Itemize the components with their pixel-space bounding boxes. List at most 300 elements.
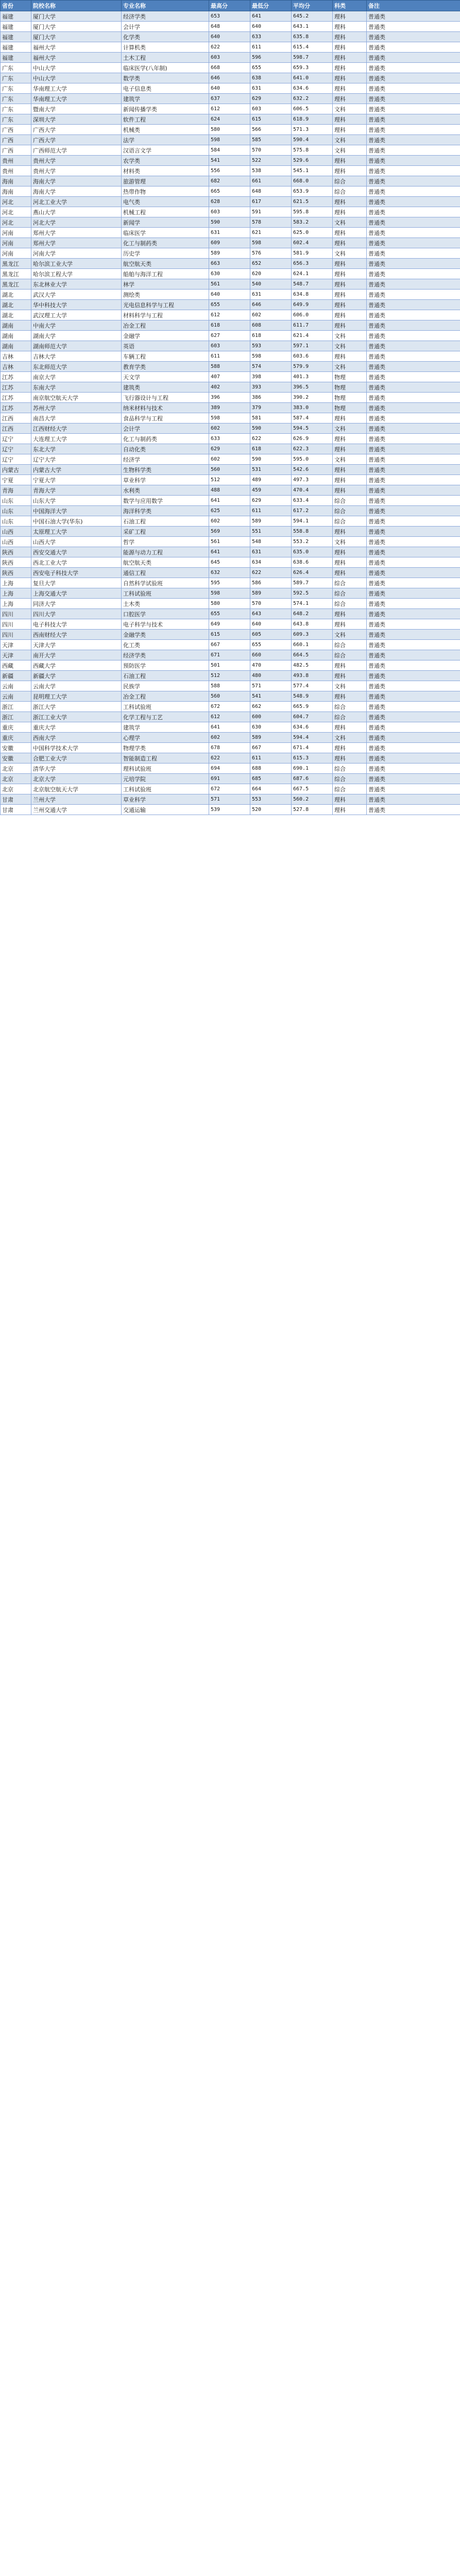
cell-province[interactable]: 陕西 [1, 557, 31, 568]
cell-max-score[interactable]: 630 [209, 269, 250, 279]
table-row[interactable] [1, 42, 460, 53]
table-row[interactable] [1, 22, 460, 32]
cell-avg-score[interactable]: 597.1 [292, 341, 333, 351]
column-header-school[interactable]: 院校名称 [31, 1, 122, 11]
cell-major[interactable]: 口腔医学 [122, 609, 209, 619]
cell-avg-score[interactable]: 594.5 [292, 423, 333, 434]
cell-category[interactable]: 综合 [333, 506, 367, 516]
cell-major[interactable]: 会计学 [122, 423, 209, 434]
table-row[interactable] [1, 362, 460, 372]
cell-category[interactable]: 理科 [333, 207, 367, 217]
cell-min-score[interactable]: 598 [250, 351, 292, 362]
cell-major[interactable]: 会计学 [122, 22, 209, 32]
cell-note[interactable]: 普通类 [367, 413, 460, 423]
cell-max-score[interactable]: 668 [209, 63, 250, 73]
cell-category[interactable]: 物理 [333, 403, 367, 413]
cell-avg-score[interactable]: 606.5 [292, 104, 333, 114]
cell-note[interactable]: 普通类 [367, 114, 460, 125]
cell-school[interactable]: 郑州大学 [31, 238, 122, 248]
cell-avg-score[interactable]: 690.1 [292, 764, 333, 774]
cell-major[interactable]: 英语 [122, 341, 209, 351]
cell-max-score[interactable]: 598 [209, 135, 250, 145]
cell-note[interactable]: 普通类 [367, 547, 460, 557]
table-row[interactable] [1, 619, 460, 630]
cell-school[interactable]: 太原理工大学 [31, 527, 122, 537]
cell-avg-score[interactable]: 633.4 [292, 496, 333, 506]
cell-min-score[interactable]: 589 [250, 588, 292, 599]
cell-max-score[interactable]: 615 [209, 630, 250, 640]
cell-min-score[interactable]: 633 [250, 32, 292, 42]
cell-avg-score[interactable]: 624.1 [292, 269, 333, 279]
cell-major[interactable]: 采矿工程 [122, 527, 209, 537]
column-header-category[interactable]: 科类 [333, 1, 367, 11]
cell-major[interactable]: 工科试验班 [122, 702, 209, 712]
table-row[interactable] [1, 568, 460, 578]
cell-avg-score[interactable]: 482.5 [292, 660, 333, 671]
cell-min-score[interactable]: 640 [250, 22, 292, 32]
cell-avg-score[interactable]: 671.4 [292, 743, 333, 753]
cell-province[interactable]: 福建 [1, 11, 31, 22]
cell-major[interactable]: 数学类 [122, 73, 209, 83]
cell-min-score[interactable]: 574 [250, 362, 292, 372]
cell-major[interactable]: 水利类 [122, 485, 209, 496]
cell-province[interactable]: 河南 [1, 238, 31, 248]
cell-school[interactable]: 同济大学 [31, 599, 122, 609]
cell-major[interactable]: 民族学 [122, 681, 209, 691]
table-row[interactable] [1, 774, 460, 784]
cell-major[interactable]: 数学与应用数学 [122, 496, 209, 506]
cell-max-score[interactable]: 512 [209, 671, 250, 681]
cell-major[interactable]: 材料类 [122, 166, 209, 176]
cell-note[interactable]: 普通类 [367, 640, 460, 650]
cell-note[interactable]: 普通类 [367, 73, 460, 83]
cell-max-score[interactable]: 633 [209, 434, 250, 444]
cell-avg-score[interactable]: 664.5 [292, 650, 333, 660]
cell-avg-score[interactable]: 634.6 [292, 83, 333, 94]
cell-min-score[interactable]: 655 [250, 640, 292, 650]
cell-province[interactable]: 宁夏 [1, 475, 31, 485]
table-row[interactable] [1, 764, 460, 774]
cell-category[interactable]: 理科 [333, 259, 367, 269]
cell-school[interactable]: 宁夏大学 [31, 475, 122, 485]
table-row[interactable] [1, 166, 460, 176]
cell-major[interactable]: 石油工程 [122, 671, 209, 681]
cell-max-score[interactable]: 602 [209, 423, 250, 434]
cell-category[interactable]: 综合 [333, 702, 367, 712]
cell-note[interactable]: 普通类 [367, 805, 460, 815]
cell-school[interactable]: 江西财经大学 [31, 423, 122, 434]
table-row[interactable] [1, 351, 460, 362]
cell-max-score[interactable]: 571 [209, 794, 250, 805]
cell-school[interactable]: 重庆大学 [31, 722, 122, 733]
cell-school[interactable]: 中国石油大学(华东) [31, 516, 122, 527]
cell-school[interactable]: 上海交通大学 [31, 588, 122, 599]
cell-note[interactable]: 普通类 [367, 764, 460, 774]
table-row[interactable] [1, 135, 460, 145]
cell-school[interactable]: 苏州大学 [31, 403, 122, 413]
cell-min-score[interactable]: 662 [250, 702, 292, 712]
cell-school[interactable]: 厦门大学 [31, 22, 122, 32]
cell-min-score[interactable]: 459 [250, 485, 292, 496]
cell-category[interactable]: 理科 [333, 805, 367, 815]
cell-category[interactable]: 理科 [333, 22, 367, 32]
cell-max-score[interactable]: 598 [209, 588, 250, 599]
cell-category[interactable]: 综合 [333, 784, 367, 794]
cell-major[interactable]: 食品科学与工程 [122, 413, 209, 423]
cell-major[interactable]: 工科试验班 [122, 784, 209, 794]
cell-avg-score[interactable]: 632.2 [292, 94, 333, 104]
cell-max-score[interactable]: 624 [209, 114, 250, 125]
cell-min-score[interactable]: 586 [250, 578, 292, 588]
cell-note[interactable]: 普通类 [367, 475, 460, 485]
cell-school[interactable]: 西安交通大学 [31, 547, 122, 557]
cell-avg-score[interactable]: 649.9 [292, 300, 333, 310]
cell-school[interactable]: 西南财经大学 [31, 630, 122, 640]
cell-avg-score[interactable]: 635.0 [292, 547, 333, 557]
cell-school[interactable]: 湖南大学 [31, 331, 122, 341]
cell-avg-score[interactable]: 687.6 [292, 774, 333, 784]
table-row[interactable] [1, 382, 460, 393]
cell-school[interactable]: 电子科技大学 [31, 619, 122, 630]
cell-major[interactable]: 经济学类 [122, 11, 209, 22]
cell-school[interactable]: 天津大学 [31, 640, 122, 650]
cell-school[interactable]: 复旦大学 [31, 578, 122, 588]
table-row[interactable] [1, 393, 460, 403]
cell-category[interactable]: 理科 [333, 114, 367, 125]
cell-avg-score[interactable]: 587.4 [292, 413, 333, 423]
cell-school[interactable]: 四川大学 [31, 609, 122, 619]
cell-min-score[interactable]: 643 [250, 609, 292, 619]
cell-min-score[interactable]: 667 [250, 743, 292, 753]
cell-min-score[interactable]: 629 [250, 496, 292, 506]
cell-province[interactable]: 山西 [1, 537, 31, 547]
cell-min-score[interactable]: 611 [250, 506, 292, 516]
cell-min-score[interactable]: 634 [250, 557, 292, 568]
cell-min-score[interactable]: 600 [250, 712, 292, 722]
cell-province[interactable]: 山西 [1, 527, 31, 537]
cell-avg-score[interactable]: 594.1 [292, 516, 333, 527]
cell-school[interactable]: 广西大学 [31, 125, 122, 135]
cell-min-score[interactable]: 638 [250, 73, 292, 83]
cell-category[interactable]: 文科 [333, 341, 367, 351]
table-row[interactable] [1, 207, 460, 217]
cell-note[interactable]: 普通类 [367, 259, 460, 269]
cell-school[interactable]: 厦门大学 [31, 11, 122, 22]
cell-school[interactable]: 海南大学 [31, 187, 122, 197]
cell-max-score[interactable]: 671 [209, 650, 250, 660]
cell-max-score[interactable]: 694 [209, 764, 250, 774]
cell-province[interactable]: 广东 [1, 83, 31, 94]
cell-category[interactable]: 文科 [333, 630, 367, 640]
cell-province[interactable]: 上海 [1, 588, 31, 599]
cell-school[interactable]: 海南大学 [31, 176, 122, 187]
table-row[interactable] [1, 588, 460, 599]
cell-note[interactable]: 普通类 [367, 702, 460, 712]
cell-note[interactable]: 普通类 [367, 351, 460, 362]
table-row[interactable] [1, 114, 460, 125]
cell-max-score[interactable]: 539 [209, 805, 250, 815]
cell-province[interactable]: 河北 [1, 217, 31, 228]
cell-school[interactable]: 东北大学 [31, 444, 122, 454]
cell-min-score[interactable]: 615 [250, 114, 292, 125]
cell-avg-score[interactable]: 667.5 [292, 784, 333, 794]
cell-avg-score[interactable]: 595.0 [292, 454, 333, 465]
cell-min-score[interactable]: 608 [250, 320, 292, 331]
cell-note[interactable]: 普通类 [367, 537, 460, 547]
cell-avg-score[interactable]: 618.9 [292, 114, 333, 125]
column-header-min-score[interactable]: 最低分 [250, 1, 292, 11]
cell-note[interactable]: 普通类 [367, 382, 460, 393]
cell-note[interactable]: 普通类 [367, 568, 460, 578]
cell-note[interactable]: 普通类 [367, 22, 460, 32]
cell-max-score[interactable]: 598 [209, 413, 250, 423]
table-row[interactable] [1, 187, 460, 197]
cell-note[interactable]: 普通类 [367, 362, 460, 372]
cell-avg-score[interactable]: 594.4 [292, 733, 333, 743]
cell-school[interactable]: 兰州交通大学 [31, 805, 122, 815]
cell-min-score[interactable]: 538 [250, 166, 292, 176]
cell-province[interactable]: 吉林 [1, 362, 31, 372]
table-row[interactable] [1, 660, 460, 671]
cell-category[interactable]: 理科 [333, 53, 367, 63]
cell-province[interactable]: 重庆 [1, 733, 31, 743]
cell-avg-score[interactable]: 401.3 [292, 372, 333, 382]
cell-note[interactable]: 普通类 [367, 300, 460, 310]
cell-min-score[interactable]: 570 [250, 145, 292, 156]
cell-avg-score[interactable]: 493.8 [292, 671, 333, 681]
cell-min-score[interactable]: 655 [250, 63, 292, 73]
table-row[interactable] [1, 640, 460, 650]
cell-category[interactable]: 综合 [333, 176, 367, 187]
cell-major[interactable]: 元培学院 [122, 774, 209, 784]
cell-category[interactable]: 综合 [333, 712, 367, 722]
cell-note[interactable]: 普通类 [367, 588, 460, 599]
cell-school[interactable]: 中南大学 [31, 320, 122, 331]
cell-category[interactable]: 理科 [333, 671, 367, 681]
cell-avg-score[interactable]: 641.0 [292, 73, 333, 83]
cell-min-score[interactable]: 688 [250, 764, 292, 774]
cell-school[interactable]: 西安电子科技大学 [31, 568, 122, 578]
cell-province[interactable]: 黑龙江 [1, 279, 31, 290]
cell-major[interactable]: 理科试验班 [122, 764, 209, 774]
cell-category[interactable]: 综合 [333, 774, 367, 784]
cell-note[interactable]: 普通类 [367, 248, 460, 259]
cell-min-score[interactable]: 393 [250, 382, 292, 393]
cell-note[interactable]: 普通类 [367, 681, 460, 691]
table-row[interactable] [1, 197, 460, 207]
cell-school[interactable]: 华南理工大学 [31, 94, 122, 104]
cell-avg-score[interactable]: 643.8 [292, 619, 333, 630]
cell-category[interactable]: 理科 [333, 125, 367, 135]
cell-max-score[interactable]: 602 [209, 516, 250, 527]
cell-max-score[interactable]: 618 [209, 320, 250, 331]
cell-province[interactable]: 湖北 [1, 310, 31, 320]
table-row[interactable] [1, 310, 460, 320]
cell-min-score[interactable]: 622 [250, 568, 292, 578]
cell-max-score[interactable]: 612 [209, 310, 250, 320]
cell-category[interactable]: 理科 [333, 434, 367, 444]
cell-school[interactable]: 辽宁大学 [31, 454, 122, 465]
cell-major[interactable]: 热带作物 [122, 187, 209, 197]
table-row[interactable] [1, 423, 460, 434]
cell-major[interactable]: 交通运输 [122, 805, 209, 815]
cell-min-score[interactable]: 489 [250, 475, 292, 485]
cell-note[interactable]: 普通类 [367, 310, 460, 320]
cell-max-score[interactable]: 580 [209, 599, 250, 609]
column-header-province[interactable]: 省份 [1, 1, 31, 11]
cell-province[interactable]: 辽宁 [1, 444, 31, 454]
cell-max-score[interactable]: 589 [209, 248, 250, 259]
cell-note[interactable]: 普通类 [367, 423, 460, 434]
cell-major[interactable]: 教育学类 [122, 362, 209, 372]
cell-province[interactable]: 黑龙江 [1, 269, 31, 279]
cell-note[interactable]: 普通类 [367, 63, 460, 73]
table-row[interactable] [1, 527, 460, 537]
cell-province[interactable]: 云南 [1, 681, 31, 691]
cell-max-score[interactable]: 560 [209, 691, 250, 702]
cell-category[interactable]: 文科 [333, 454, 367, 465]
cell-avg-score[interactable]: 497.3 [292, 475, 333, 485]
cell-school[interactable]: 东北师范大学 [31, 362, 122, 372]
cell-province[interactable]: 湖南 [1, 341, 31, 351]
cell-province[interactable]: 四川 [1, 619, 31, 630]
cell-major[interactable]: 车辆工程 [122, 351, 209, 362]
cell-category[interactable]: 文科 [333, 104, 367, 114]
cell-province[interactable]: 北京 [1, 784, 31, 794]
cell-school[interactable]: 中山大学 [31, 73, 122, 83]
cell-max-score[interactable]: 672 [209, 784, 250, 794]
cell-category[interactable]: 物理 [333, 382, 367, 393]
cell-max-score[interactable]: 602 [209, 733, 250, 743]
cell-province[interactable]: 海南 [1, 187, 31, 197]
cell-min-score[interactable]: 531 [250, 465, 292, 475]
cell-category[interactable]: 理科 [333, 290, 367, 300]
cell-avg-score[interactable]: 575.8 [292, 145, 333, 156]
cell-min-score[interactable]: 379 [250, 403, 292, 413]
cell-note[interactable]: 普通类 [367, 104, 460, 114]
cell-note[interactable]: 普通类 [367, 506, 460, 516]
cell-note[interactable]: 普通类 [367, 125, 460, 135]
cell-category[interactable]: 文科 [333, 217, 367, 228]
cell-max-score[interactable]: 655 [209, 609, 250, 619]
cell-province[interactable]: 江西 [1, 413, 31, 423]
cell-province[interactable]: 河北 [1, 197, 31, 207]
cell-max-score[interactable]: 637 [209, 94, 250, 104]
cell-min-score[interactable]: 620 [250, 269, 292, 279]
cell-avg-score[interactable]: 548.9 [292, 691, 333, 702]
cell-category[interactable]: 理科 [333, 238, 367, 248]
cell-avg-score[interactable]: 545.1 [292, 166, 333, 176]
cell-province[interactable]: 黑龙江 [1, 259, 31, 269]
cell-min-score[interactable]: 585 [250, 135, 292, 145]
cell-province[interactable]: 陕西 [1, 547, 31, 557]
cell-major[interactable]: 电子信息类 [122, 83, 209, 94]
cell-max-score[interactable]: 655 [209, 300, 250, 310]
cell-school[interactable]: 燕山大学 [31, 207, 122, 217]
cell-category[interactable]: 理科 [333, 557, 367, 568]
cell-major[interactable]: 测绘类 [122, 290, 209, 300]
cell-category[interactable]: 文科 [333, 362, 367, 372]
table-row[interactable] [1, 671, 460, 681]
cell-note[interactable]: 普通类 [367, 145, 460, 156]
table-row[interactable] [1, 784, 460, 794]
cell-category[interactable]: 文科 [333, 331, 367, 341]
table-row[interactable] [1, 578, 460, 588]
cell-note[interactable]: 普通类 [367, 176, 460, 187]
cell-min-score[interactable]: 398 [250, 372, 292, 382]
table-row[interactable] [1, 145, 460, 156]
cell-max-score[interactable]: 691 [209, 774, 250, 784]
cell-major[interactable]: 新闻学 [122, 217, 209, 228]
cell-category[interactable]: 理科 [333, 619, 367, 630]
cell-province[interactable]: 广东 [1, 114, 31, 125]
cell-category[interactable]: 理科 [333, 691, 367, 702]
cell-province[interactable]: 重庆 [1, 722, 31, 733]
table-row[interactable] [1, 217, 460, 228]
cell-school[interactable]: 广西师范大学 [31, 145, 122, 156]
cell-note[interactable]: 普通类 [367, 444, 460, 454]
cell-major[interactable]: 机械工程 [122, 207, 209, 217]
cell-min-score[interactable]: 540 [250, 279, 292, 290]
cell-avg-score[interactable]: 626.9 [292, 434, 333, 444]
cell-category[interactable]: 理科 [333, 310, 367, 320]
cell-category[interactable]: 理科 [333, 351, 367, 362]
cell-major[interactable]: 自动化类 [122, 444, 209, 454]
cell-max-score[interactable]: 612 [209, 712, 250, 722]
cell-school[interactable]: 昆明理工大学 [31, 691, 122, 702]
cell-max-score[interactable]: 631 [209, 228, 250, 238]
cell-category[interactable]: 综合 [333, 516, 367, 527]
column-header-avg-score[interactable]: 平均分 [292, 1, 333, 11]
cell-school[interactable]: 河北工业大学 [31, 197, 122, 207]
cell-province[interactable]: 广西 [1, 125, 31, 135]
cell-note[interactable]: 普通类 [367, 578, 460, 588]
cell-province[interactable]: 河南 [1, 228, 31, 238]
cell-category[interactable]: 综合 [333, 640, 367, 650]
cell-avg-score[interactable]: 653.9 [292, 187, 333, 197]
cell-max-score[interactable]: 603 [209, 53, 250, 63]
cell-min-score[interactable]: 685 [250, 774, 292, 784]
cell-major[interactable]: 金融学 [122, 331, 209, 341]
table-row[interactable] [1, 454, 460, 465]
cell-category[interactable]: 理科 [333, 73, 367, 83]
cell-max-score[interactable]: 590 [209, 217, 250, 228]
cell-category[interactable]: 文科 [333, 733, 367, 743]
cell-avg-score[interactable]: 581.9 [292, 248, 333, 259]
cell-province[interactable]: 山东 [1, 496, 31, 506]
cell-province[interactable]: 贵州 [1, 166, 31, 176]
cell-major[interactable]: 土木类 [122, 599, 209, 609]
cell-max-score[interactable]: 645 [209, 557, 250, 568]
cell-max-score[interactable]: 603 [209, 341, 250, 351]
cell-avg-score[interactable]: 583.2 [292, 217, 333, 228]
cell-min-score[interactable]: 596 [250, 53, 292, 63]
cell-min-score[interactable]: 641 [250, 11, 292, 22]
cell-major[interactable]: 建筑学 [122, 722, 209, 733]
cell-category[interactable]: 理科 [333, 63, 367, 73]
cell-school[interactable]: 中国海洋大学 [31, 506, 122, 516]
cell-min-score[interactable]: 603 [250, 104, 292, 114]
cell-major[interactable]: 石油工程 [122, 516, 209, 527]
cell-note[interactable]: 普通类 [367, 228, 460, 238]
cell-category[interactable]: 理科 [333, 444, 367, 454]
cell-max-score[interactable]: 584 [209, 145, 250, 156]
cell-school[interactable]: 北京航空航天大学 [31, 784, 122, 794]
cell-min-score[interactable]: 589 [250, 516, 292, 527]
cell-min-score[interactable]: 630 [250, 722, 292, 733]
cell-note[interactable]: 普通类 [367, 197, 460, 207]
cell-avg-score[interactable]: 548.7 [292, 279, 333, 290]
